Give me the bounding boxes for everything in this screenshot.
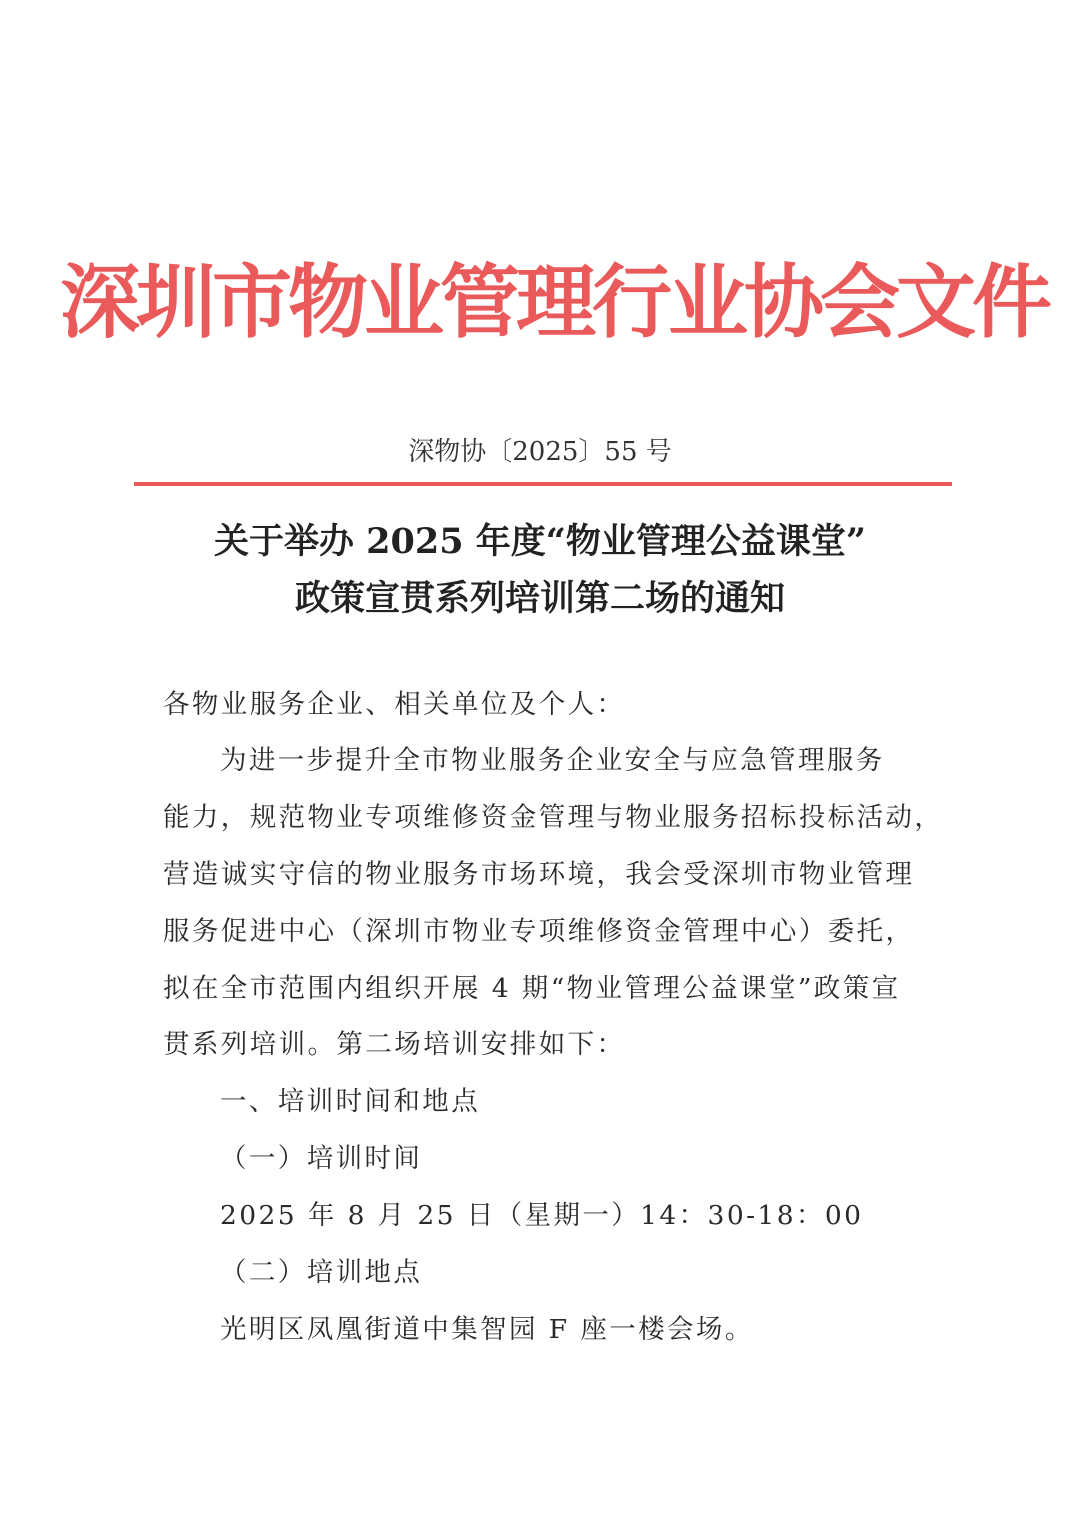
red-divider-line (134, 482, 952, 486)
salutation: 各物业服务企业、相关单位及个人： (163, 689, 626, 720)
notice-title-line-2: 政策宣贯系列培训第二场的通知 (294, 578, 785, 619)
subsection-heading-time: （一）培训时间 (220, 1143, 423, 1174)
paragraph-line: 为进一步提升全市物业服务企业安全与应急管理服务 (220, 745, 885, 776)
training-time: 2025 年 8 月 25 日（星期一）14：30-18：00 (220, 1200, 864, 1231)
paragraph-line: 营造诚实守信的物业服务市场环境，我会受深圳市物业管理 (163, 859, 915, 890)
paragraph-line: 服务促进中心（深圳市物业专项维修资金管理中心）委托， (163, 916, 915, 947)
notice-title-line-1: 关于举办 2025 年度“物业管理公益课堂” (213, 521, 867, 562)
paragraph-line: 拟在全市范围内组织开展 4 期“物业管理公益课堂”政策宣 (163, 973, 901, 1004)
training-location: 光明区凤凰街道中集智园 F 座一楼会场。 (220, 1314, 754, 1345)
paragraph-line: 贯系列培训。第二场培训安排如下： (163, 1029, 626, 1060)
org-header-title: 深圳市物业管理行业协会文件 (60, 255, 1048, 349)
document-number: 深物协〔2025〕55 号 (408, 437, 672, 467)
paragraph-line: 能力，规范物业专项维修资金管理与物业服务招标投标活动， (163, 802, 944, 833)
subsection-heading-location: （二）培训地点 (220, 1257, 423, 1288)
section-heading: 一、培训时间和地点 (220, 1086, 481, 1117)
